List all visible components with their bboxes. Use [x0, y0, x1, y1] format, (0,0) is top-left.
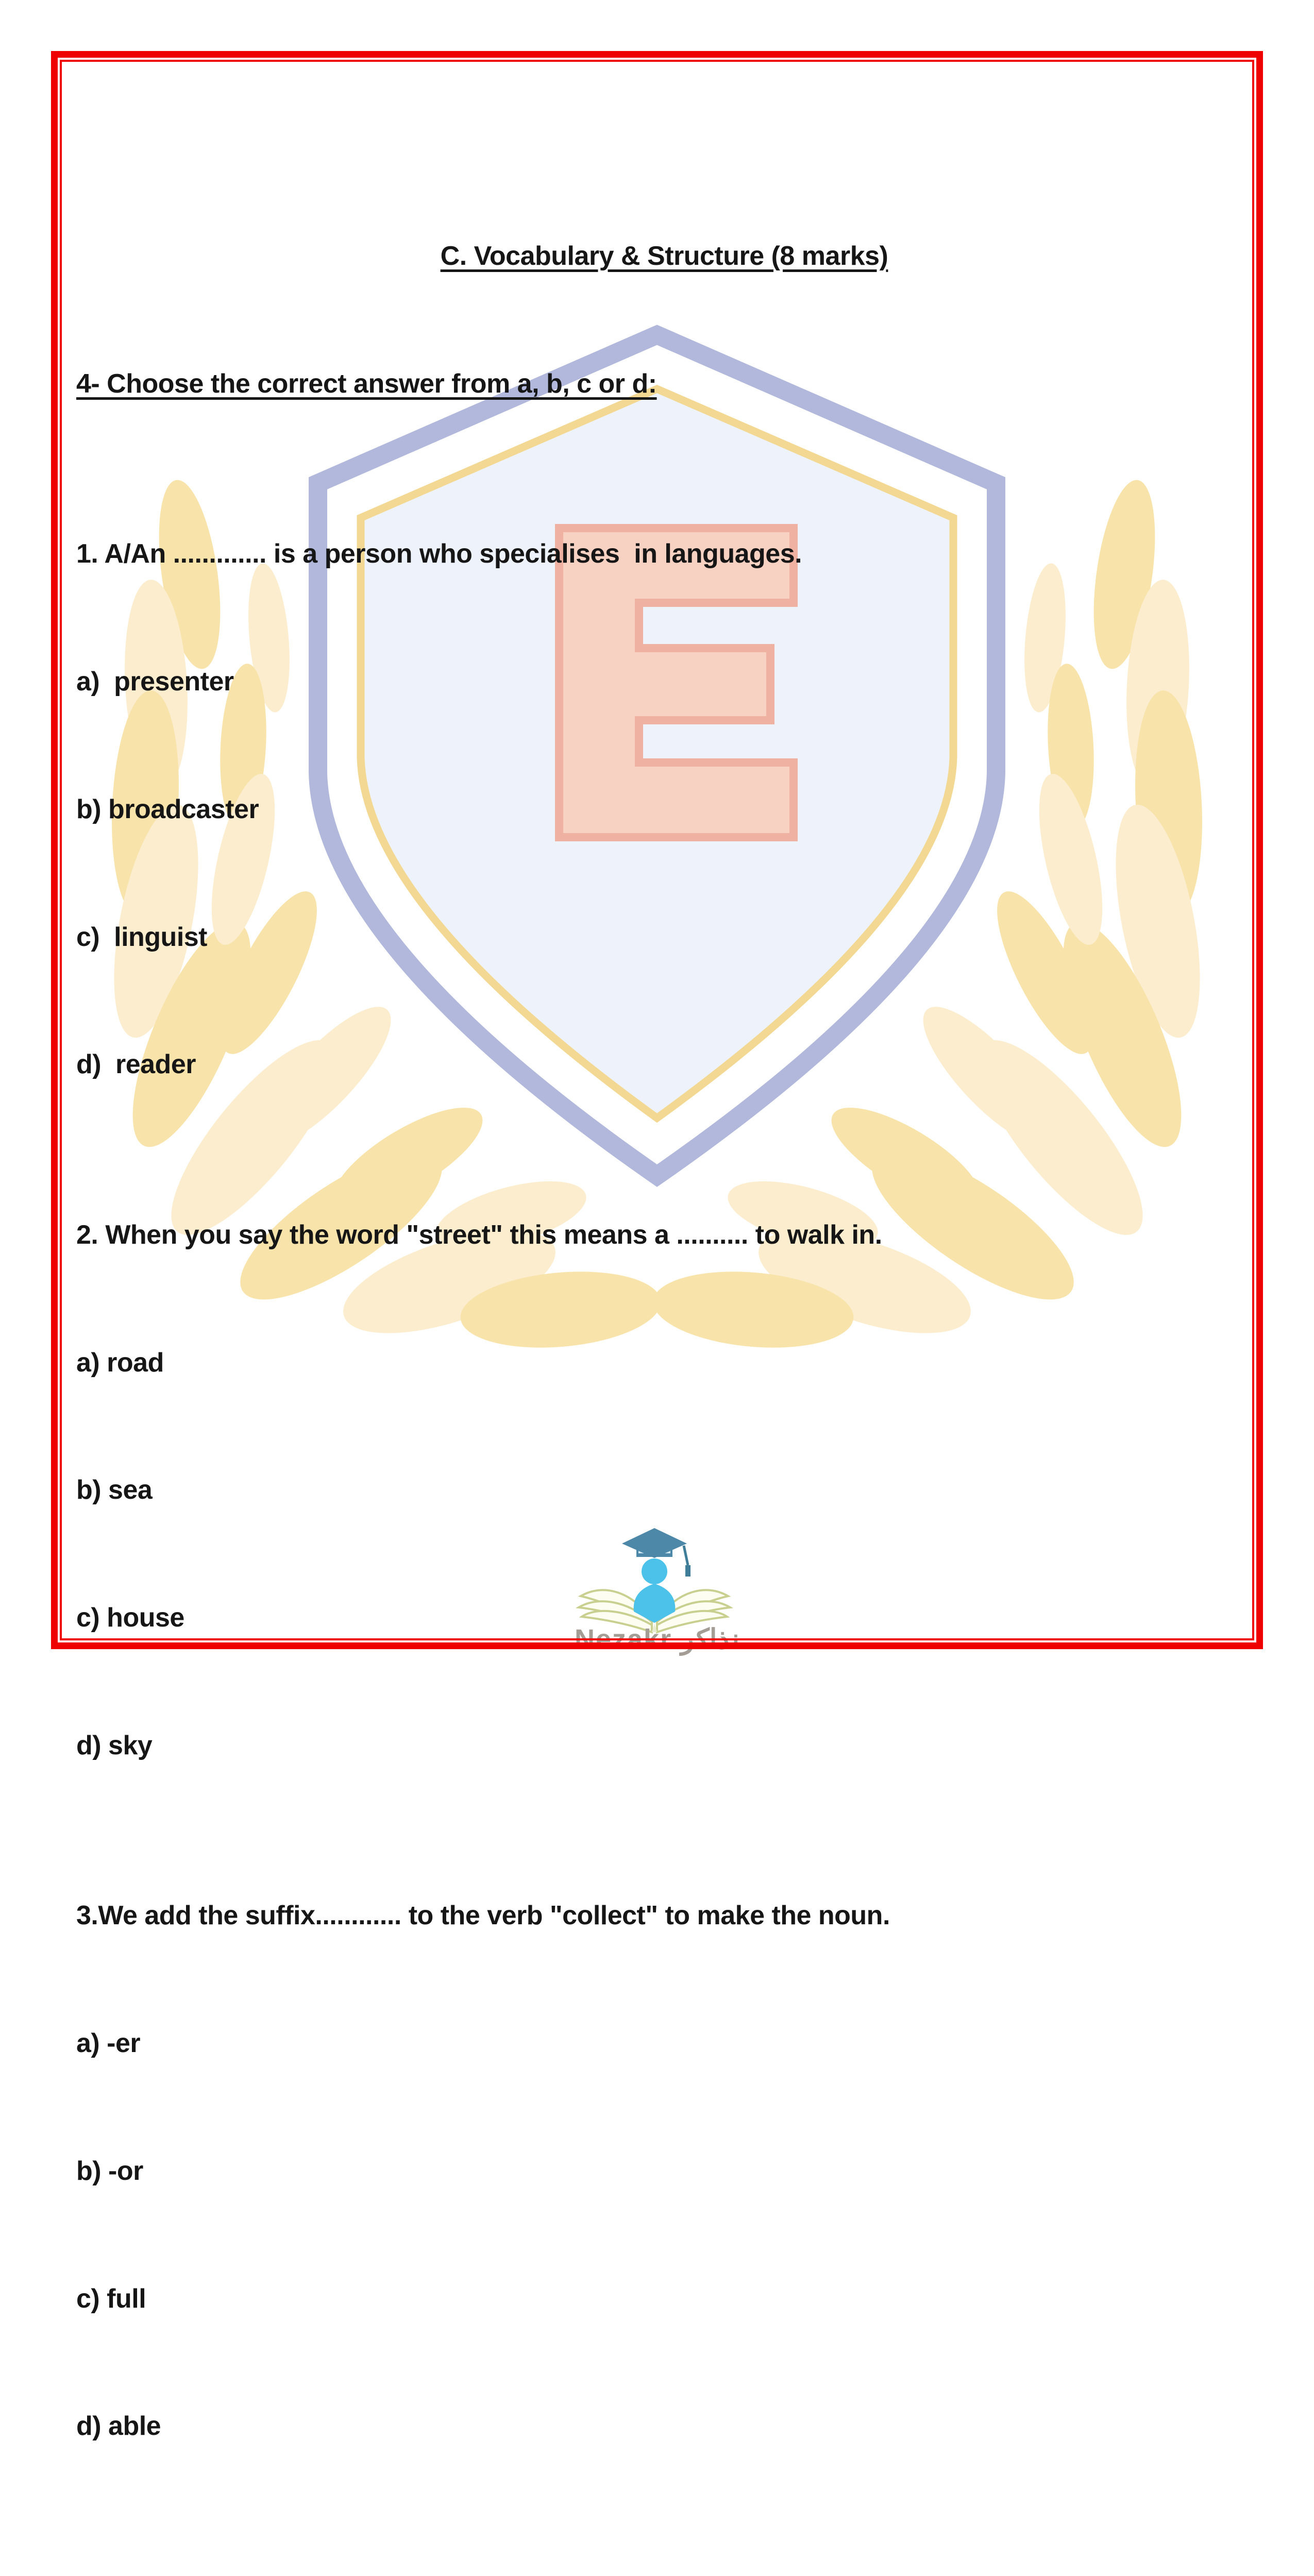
logo-text-arabic: نذاكر	[681, 1624, 739, 1655]
logo-text-latin: Nezakr	[574, 1624, 672, 1655]
question-3-option-d: d) able	[76, 2411, 161, 2442]
question-1-option-d: d) reader	[76, 1049, 196, 1080]
question-1-text: 1. A/An ............. is a person who specialises in languages.	[76, 539, 802, 569]
question-1-option-b: b) broadcaster	[76, 794, 259, 824]
question-2-option-d: d) sky	[76, 1730, 153, 1760]
question-1-option-a: a) presenter	[76, 667, 234, 697]
exam-body	[76, 150, 1252, 2576]
question-2-option-c: c) house	[76, 1603, 184, 1633]
page-title: C. Vocabulary & Structure (8 marks)	[440, 241, 888, 272]
question-3-option-a: a) -er	[76, 2028, 141, 2059]
question-3-text: 3.We add the suffix............ to the verb "collect" to make the noun.	[76, 1901, 890, 1931]
section-heading: 4- Choose the correct answer from a, b, c or d:	[76, 368, 657, 399]
question-2-option-a: a) road	[76, 1347, 164, 1378]
question-2-option-b: b) sea	[76, 1475, 153, 1505]
question-3-option-b: b) -or	[76, 2156, 143, 2186]
question-2-text: 2. When you say the word "street" this means a .......... to walk in.	[76, 1219, 882, 1250]
question-3-option-c: c) full	[76, 2283, 146, 2314]
question-1-option-c: c) linguist	[76, 922, 207, 952]
